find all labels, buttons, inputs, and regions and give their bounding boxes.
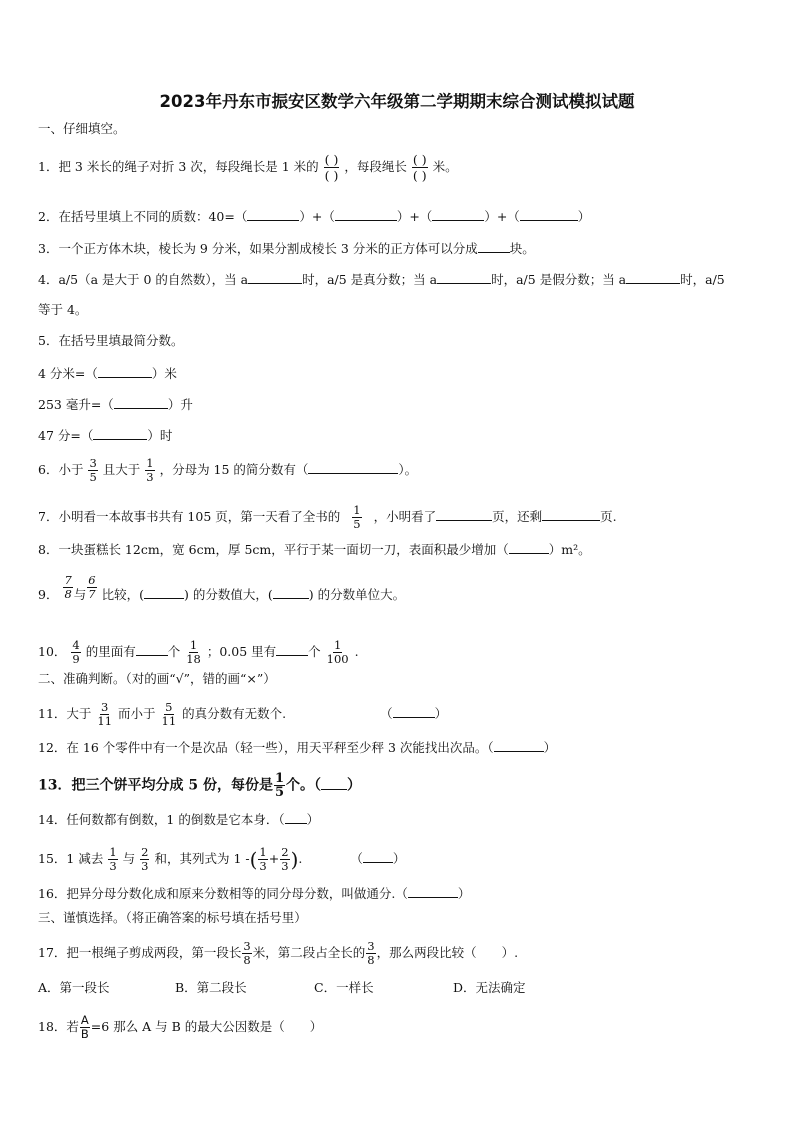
question-1: 1．把 3 米长的绳子对折 3 次，每段绳长是 1 米的 $\frac{( )}{( )}$ ，每段绳长 $\frac{( )}{( )}$ 米。 [38, 152, 458, 183]
question-5-line-1: 4 分米=（ ）米 [38, 366, 177, 381]
option-c[interactable]: C．一样长 [314, 980, 374, 995]
fraction: $\frac{1}{5}$ [274, 771, 285, 800]
question-2: 2．在括号里填上不同的质数：40=（ ）+（ ）+（ ）+（ ） [38, 209, 591, 224]
question-10: 10． $\frac{4}{9}$ 的里面有 个 $\frac{1}{18}$ ；0.05 里有 个 $\frac{1}{100}$ . [38, 638, 359, 666]
blank-fraction-1: $\frac{( )}{( )}$ [324, 152, 339, 183]
question-7: 7．小明看一本故事书共有 105 页，第一天看了全书的 $\frac{1}{5}$ ，小明看了 页，还剩 页. [38, 503, 617, 531]
answer-blank[interactable] [520, 208, 578, 221]
question-18: 18．若 $\frac{A}{B}$ =6 那么 A 与 B 的最大公因数是（ ） [38, 1013, 323, 1041]
answer-blank[interactable] [308, 461, 398, 474]
answer-blank[interactable] [363, 850, 393, 863]
question-12: 12．在 16 个零件中有一个是次品（轻一些），用天平秤至少秤 3 次能找出次品。（ ） [38, 740, 557, 755]
answer-blank[interactable] [437, 271, 491, 284]
fraction: $\frac{1}{18}$ [186, 638, 201, 666]
section-3-heading: 三、谨慎选择。（将正确答案的标号填在括号里） [38, 910, 307, 925]
question-5: 5．在括号里填最简分数。 [38, 333, 184, 348]
option-a[interactable]: A．第一段长 [38, 980, 110, 995]
fraction: $\frac{1}{3}$ [259, 845, 267, 873]
question-3: 3．一个正方体木块，棱长为 9 分米，如果分割成棱长 3 分米的正方体可以分成 块。 [38, 241, 535, 256]
option-d[interactable]: D．无法确定 [453, 980, 526, 995]
answer-blank[interactable] [626, 271, 680, 284]
fraction: $\frac{5}{11}$ [161, 700, 177, 728]
fraction: $\frac{1}{100}$ [326, 638, 349, 666]
fraction: $\frac{1}{3}$ [109, 845, 117, 873]
fraction: $\frac{6}{7}$ [88, 573, 96, 601]
fraction: $\frac{3}{11}$ [97, 700, 113, 728]
question-8: 8．一块蛋糕长 12cm，宽 6cm，厚 5cm，平行于某一面切一刀，表面积最少增加（ ）m²。 [38, 542, 591, 557]
fraction: $\frac{4}{9}$ [72, 638, 80, 666]
question-6: 6．小于 $\frac{3}{5}$ 且大于 $\frac{1}{3}$ ，分母为 15 的简分数有（ ）。 [38, 456, 418, 484]
answer-blank[interactable] [285, 811, 307, 824]
answer-blank[interactable] [335, 208, 397, 221]
question-5-line-3: 47 分=（ ）时 [38, 428, 173, 443]
fraction: $\frac{1}{5}$ [353, 503, 361, 531]
answer-blank[interactable] [432, 208, 484, 221]
question-14: 14．任何数都有倒数，1 的倒数是它本身．（ ） [38, 812, 320, 827]
section-2-heading: 二、准确判断。（对的画“√”，错的画“×”） [38, 671, 276, 686]
question-11: 11．大于 $\frac{3}{11}$ 而小于 $\frac{5}{11}$ 的真分数有无数个. （ ） [38, 700, 448, 728]
answer-blank[interactable] [509, 541, 549, 554]
question-5-line-2: 253 毫升=（ ）升 [38, 397, 193, 412]
fraction: $\frac{2}{3}$ [281, 845, 289, 873]
blank-fraction-2: $\frac{( )}{( )}$ [412, 152, 427, 183]
answer-blank[interactable] [93, 427, 147, 440]
fraction: $\frac{3}{5}$ [89, 456, 97, 484]
question-4: 4．a/5（a 是大于 0 的自然数），当 a 时，a/5 是真分数；当 a 时，a/5 是假分数；当 a 时，a/5 [38, 272, 725, 287]
option-b[interactable]: B．第二段长 [175, 980, 247, 995]
fraction: $\frac{1}{3}$ [146, 456, 154, 484]
question-13: 13．把三个饼平均分成 5 份，每份是 $\frac{1}{5}$ 个。（ ） [38, 771, 362, 800]
question-17: 17．把一根绳子剪成两段，第一段长 $\frac{3}{8}$ 米，第二段占全长的 $\frac{3}{8}$ ，那么两段比较（ ）. [38, 939, 519, 967]
fraction: $\frac{A}{B}$ [80, 1013, 89, 1041]
answer-blank[interactable] [408, 885, 458, 898]
answer-blank[interactable] [478, 240, 510, 253]
question-16: 16．把异分母分数化成和原来分数相等的同分母分数，叫做通分.（ ） [38, 886, 471, 901]
fraction: $\frac{7}{8}$ [64, 573, 72, 601]
answer-blank[interactable] [436, 508, 492, 521]
answer-blank[interactable] [393, 705, 435, 718]
answer-blank[interactable] [98, 365, 152, 378]
answer-blank[interactable] [542, 508, 600, 521]
answer-blank[interactable] [273, 586, 309, 599]
question-4-continued: 等于 4。 [38, 302, 88, 317]
answer-blank[interactable] [247, 208, 299, 221]
section-1-heading: 一、仔细填空。 [38, 121, 126, 136]
question-9: 9． $\frac{7}{8}$ 与 $\frac{6}{7}$ 比较，( ) 的分数值大，( ) 的分数单位大。 [38, 573, 406, 602]
answer-blank[interactable] [276, 643, 308, 656]
answer-blank[interactable] [114, 396, 168, 409]
question-15: 15．1 减去 $\frac{1}{3}$ 与 $\frac{2}{3}$ 和，其列式为 1 -( $\frac{1}{3}$ + $\frac{2}{3}$ ). （ ） [38, 845, 406, 873]
fraction: $\frac{3}{8}$ [367, 939, 375, 967]
answer-blank[interactable] [321, 777, 347, 790]
answer-blank[interactable] [136, 643, 168, 656]
fraction: $\frac{3}{8}$ [243, 939, 251, 967]
answer-blank[interactable] [248, 271, 302, 284]
answer-blank[interactable] [494, 739, 544, 752]
answer-blank[interactable] [144, 586, 184, 599]
fraction: $\frac{2}{3}$ [141, 845, 149, 873]
page-title: 2023年丹东市振安区数学六年级第二学期期末综合测试模拟试题 [159, 92, 635, 111]
